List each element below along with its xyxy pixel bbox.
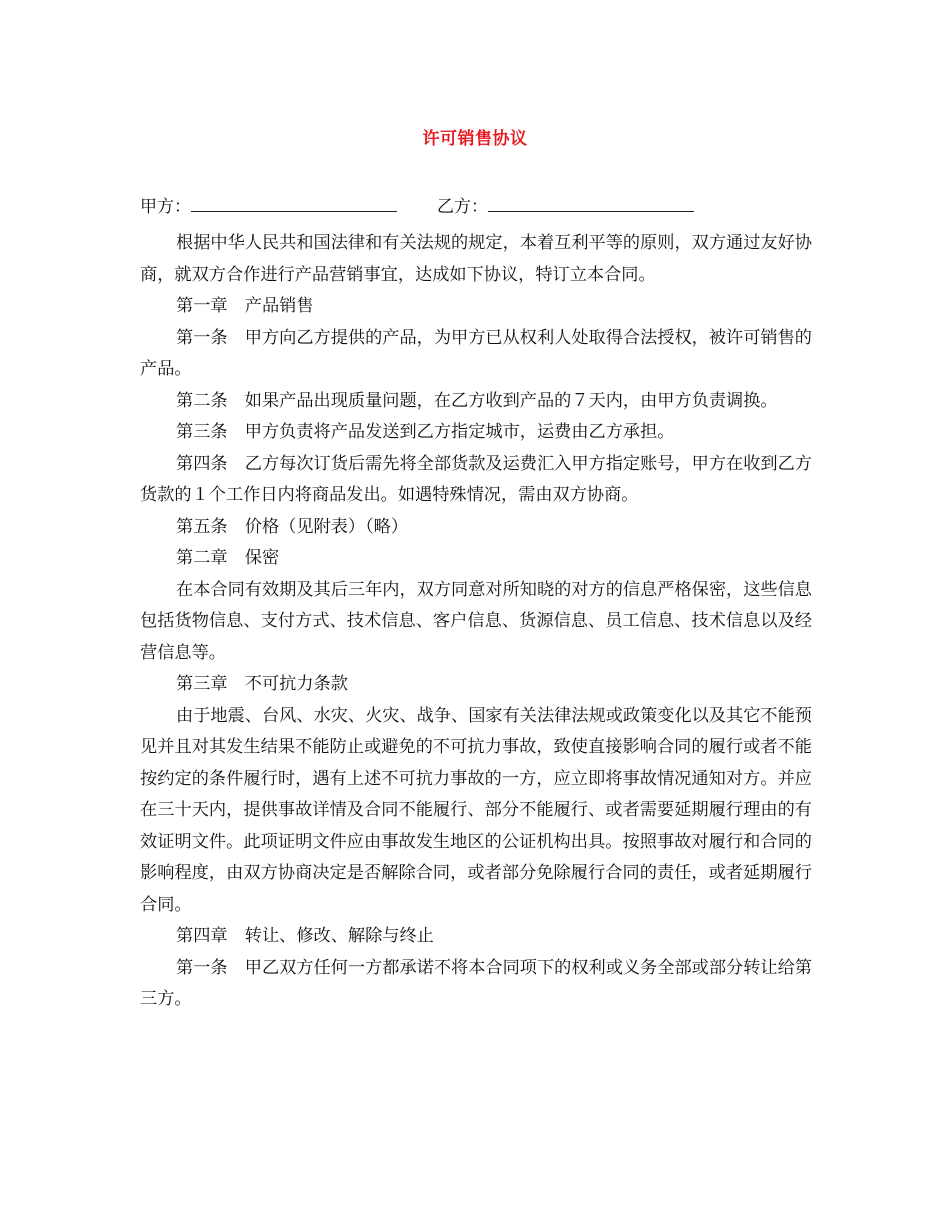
clause-1-1: 第一条 甲方向乙方提供的产品，为甲方已从权利人处取得合法授权，被许可销售的产品。 <box>140 327 812 379</box>
document-title: 许可销售协议 <box>422 129 528 149</box>
chapter-heading-1: 第一章 产品销售 <box>176 296 314 316</box>
party-a-label: 甲方： <box>140 197 191 217</box>
clause-1-3: 第三条 甲方负责将产品发送到乙方指定城市，运费由乙方承担。 <box>176 422 675 442</box>
party-a-blank <box>191 197 397 212</box>
clause-1-5: 第五条 价格（见附表）（略） <box>176 516 409 537</box>
clause-1-2: 第二条 如果产品出现质量问题，在乙方收到产品的７天内，由甲方负责调换。 <box>176 390 778 411</box>
paragraph-confidentiality: 在本合同有效期及其后三年内，双方同意对所知晓的对方的信息严格保密，这些信息包括货物信息、支付方式、技术信息、客户信息、货源信息、员工信息、技术信息以及经营信息等。 <box>140 579 812 663</box>
party-b-label: 乙方： <box>437 197 488 217</box>
paragraph-force-majeure: 由于地震、台风、水灾、火灾、战争、国家有关法律法规或政策变化以及其它不能预见并且对其发生结果不能防止或避免的不可抗力事故，致使直接影响合同的履行或者不能按约定的条件履行时，遇有上述不可抗力事故的一方，应立即将事故情况通知对方。并应在三十天内，提供事故详情及合同不能履行、部分不能履行、或者需要延期履行理由的有效证明文件。此项证明文件应由事故发生地区的公证机构出具。按照事故对履行和合同的影响程度，由双方协商决定是否解除合同，或者部分免除履行合同的责任，或者延期履行合同。 <box>140 705 812 915</box>
clause-1-4: 第四条 乙方每次订货后需先将全部货款及运费汇入甲方指定账号，甲方在收到乙方货款的１个工作日内将商品发出。如遇特殊情况，需由双方协商。 <box>140 453 812 505</box>
paragraph-preamble: 根据中华人民共和国法律和有关法规的规定，本着互利平等的原则，双方通过友好协商，就双方合作进行产品营销事宜，达成如下协议，特订立本合同。 <box>140 233 812 285</box>
chapter-heading-3: 第三章 不可抗力条款 <box>176 674 348 694</box>
chapter-heading-2: 第二章 保密 <box>176 548 280 568</box>
clause-4-1: 第一条 甲乙双方任何一方都承诺不将本合同项下的权利或义务全部或部分转让给第三方。 <box>140 957 812 1009</box>
party-line <box>140 196 694 218</box>
chapter-heading-4: 第四章 转让、修改、解除与终止 <box>176 926 434 946</box>
contract-body <box>140 228 812 1016</box>
party-b-blank <box>488 197 694 212</box>
